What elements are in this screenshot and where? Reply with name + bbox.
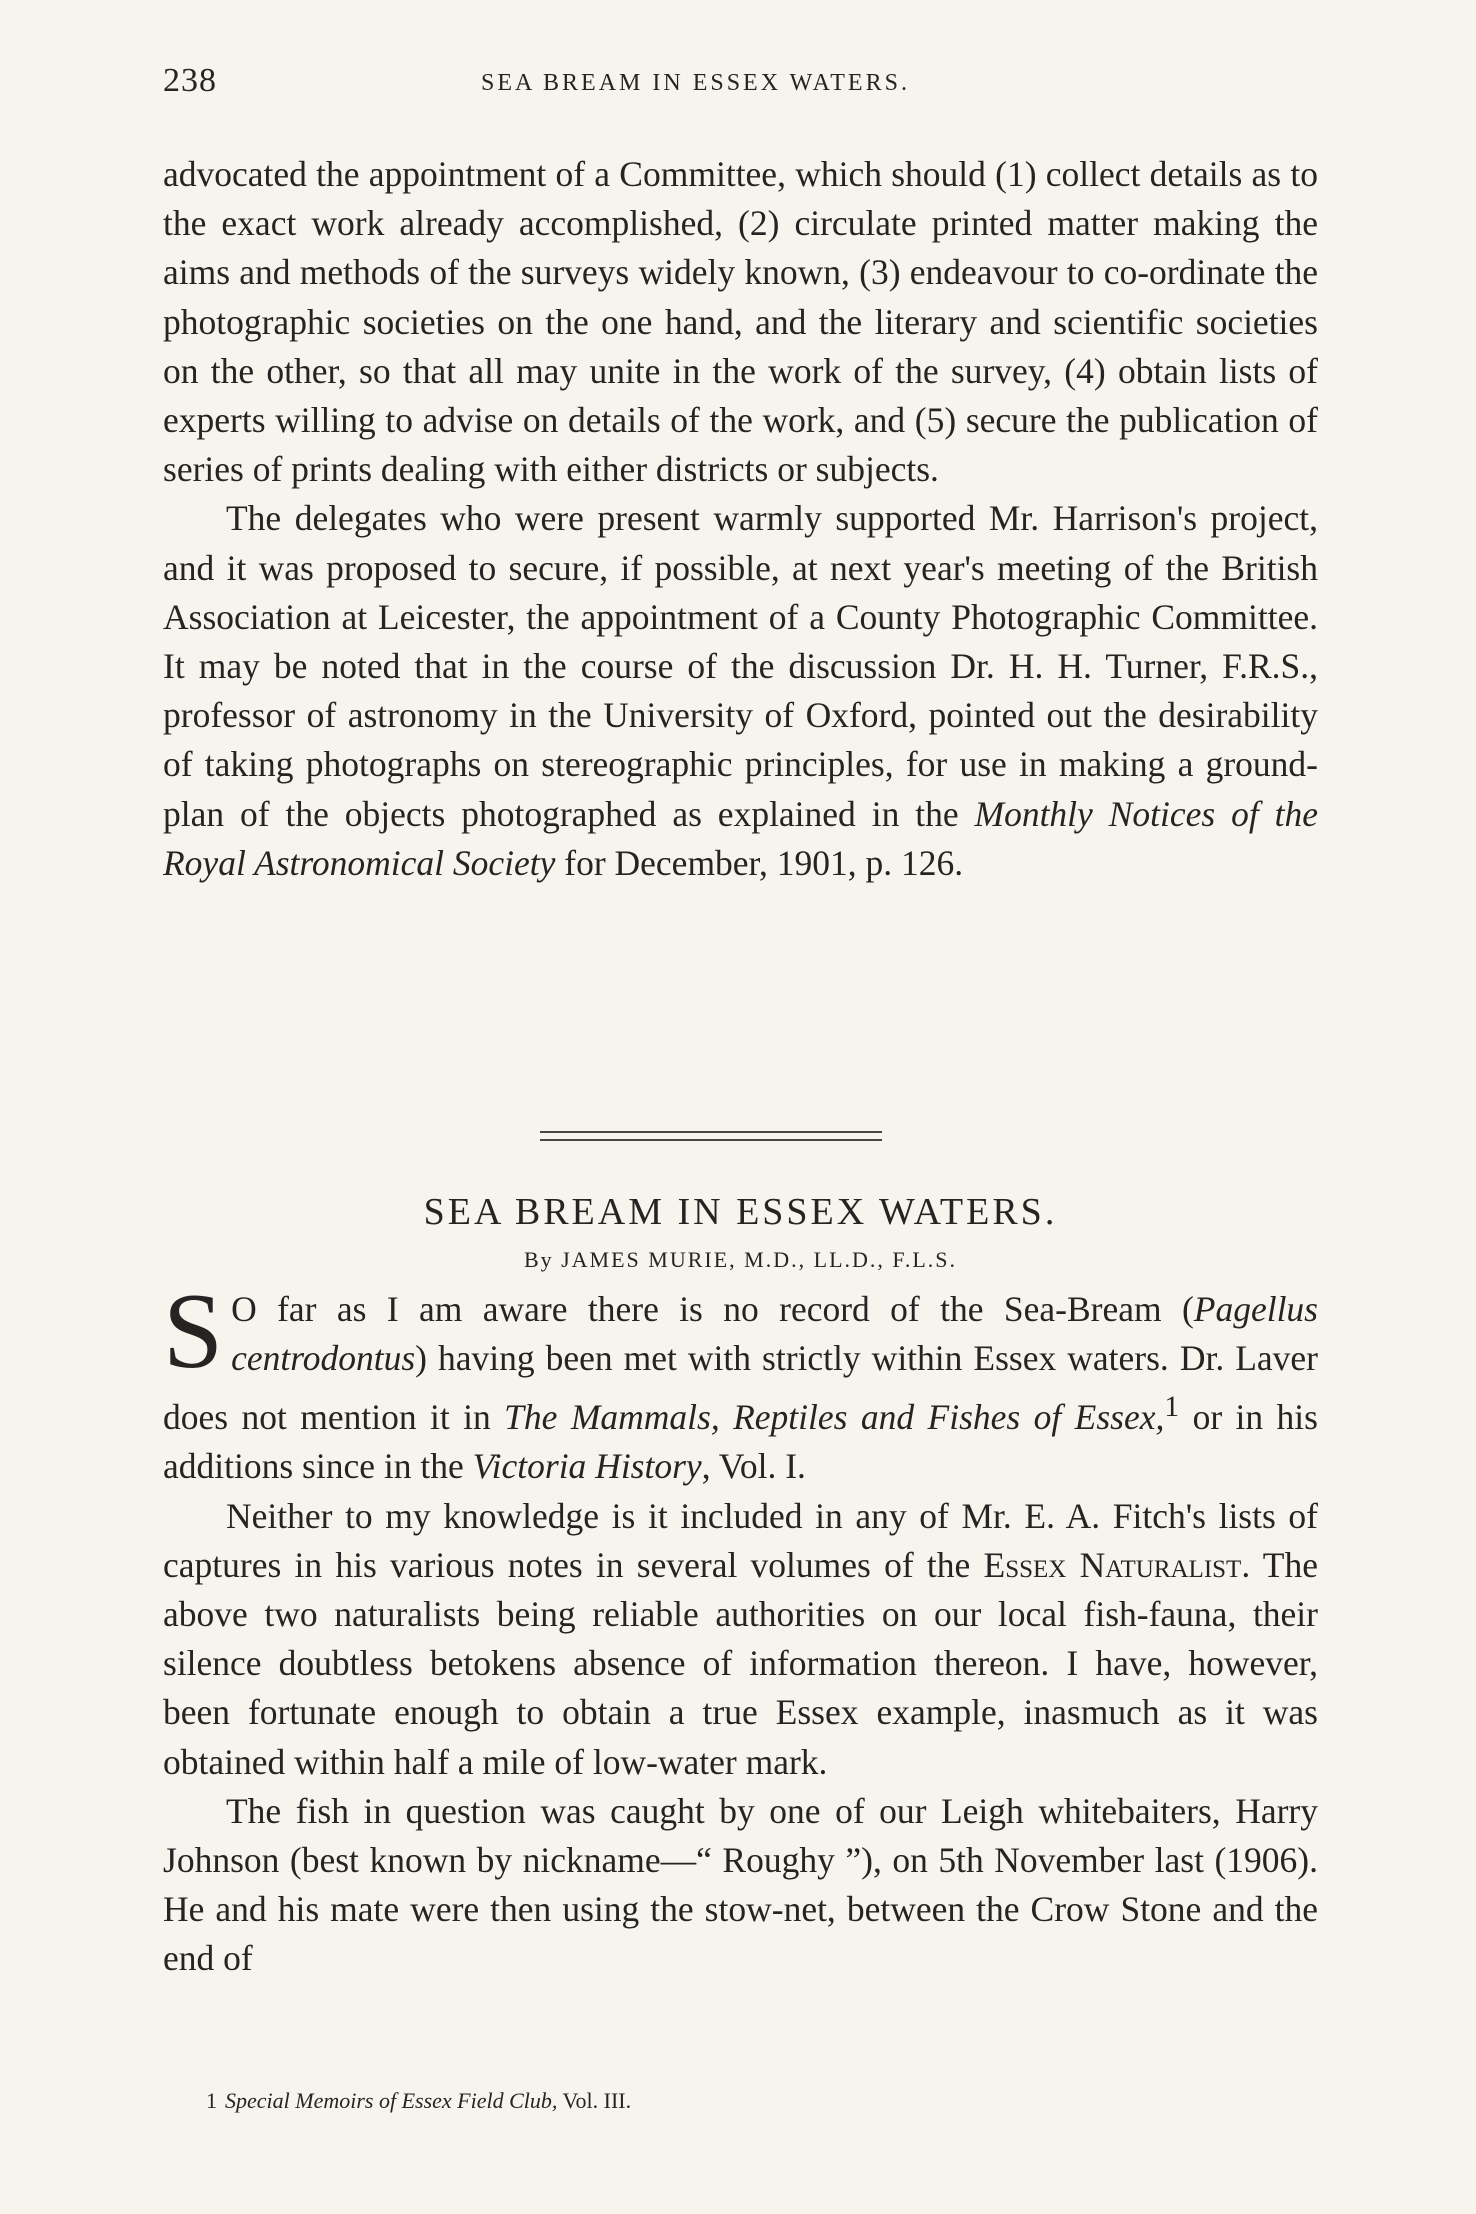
paragraph-text: or in his additions since in the [163, 1397, 1318, 1487]
paragraph [163, 1492, 1318, 1787]
article-title: SEA BREAM IN ESSEX WATERS. [423, 1191, 1058, 1233]
running-title: SEA BREAM IN ESSEX WATERS. [481, 70, 910, 96]
article-body [163, 1272, 1318, 1984]
page-number: 238 [163, 62, 217, 99]
paragraph-text: The delegates who were present warmly supported Mr. Harrison's project, and it was proposed to secure, if possible, at next year's meeting of the British Association at Leicester, the appointment of a County Photographic Committee. It may be noted that in the course of the discussion Dr. H. H. Turner, F.R.S., professor of astronomy in the University of Oxford, pointed out the desirability of taking photographs on stereographic principles, for use in making a ground-plan of the objects photographed as explained in the [163, 498, 1318, 834]
paragraph [163, 1272, 1318, 1492]
paragraph-text: O far as I am aware there is no record of the Sea-Bream ( [231, 1289, 1194, 1329]
book-title: Victoria History [472, 1446, 702, 1487]
footnote-volume: Vol. III. [557, 2088, 632, 2113]
journal-name: Essex Naturalist [983, 1544, 1242, 1585]
section-divider [540, 1139, 882, 1141]
byline: By JAMES MURIE, M.D., LL.D., F.L.S. [523, 1247, 958, 1272]
species-name: Pagellus centrodontus [231, 1289, 1318, 1379]
book-title: The Mammals, Reptiles and Fishes of Essex, [504, 1397, 1165, 1438]
continued-text [163, 150, 1318, 888]
paragraph-text: ) having been met with strictly within Essex waters. Dr. Laver does not mention it in [163, 1338, 1318, 1438]
paragraph-text: Neither to my knowledge is it included in any of Mr. E. A. Fitch's lists of captures in his various notes in several volumes of the [163, 1495, 1318, 1585]
paragraph [163, 494, 1318, 888]
paragraph: advocated the appointment of a Committee, which should (1) collect details as to the exact work already accomplished, (2) circulate printed matter making the aims and methods of the surveys widely known, (3) endeavour to co-ordinate the photographic societies on the one hand, and the literary and scientific societies on the other, so that all may unite in the work of the survey, (4) obtain lists of experts willing to advise on details of the work, and (5) secure the publication of series of prints dealing with either districts or subjects. [163, 154, 1318, 490]
footnote [206, 2088, 1206, 2114]
section-divider [540, 1131, 882, 1133]
running-head [163, 62, 1318, 112]
footnote-reference: 1 [1164, 1391, 1180, 1424]
paragraph-text: . The above two naturalists being reliable authorities on our local fish-fauna, their silence doubtless betokens absence of information thereon. I have, however, been fortunate enough to obtain a true Essex example, inasmuch as it was obtained within half a mile of low-water mark. [163, 1544, 1318, 1782]
footnote-number: 1 [206, 2088, 217, 2113]
paragraph: The fish in question was caught by one of our Leigh whitebaiters, Harry Johnson (best known by nickname—“ Roughy ”), on 5th November last (1906). He and his mate were then using the stow-net, between the Crow Stone and the end of [163, 1790, 1318, 1979]
citation-title: Monthly Notices of the Royal Astronomical Society [163, 793, 1318, 883]
paragraph-text: for December, 1901, p. 126. [555, 842, 964, 883]
drop-cap: S [163, 1272, 224, 1391]
paragraph-text: , Vol. I. [701, 1446, 806, 1487]
footnote-text: Special Memoirs of Essex Field Club, [225, 2088, 558, 2113]
